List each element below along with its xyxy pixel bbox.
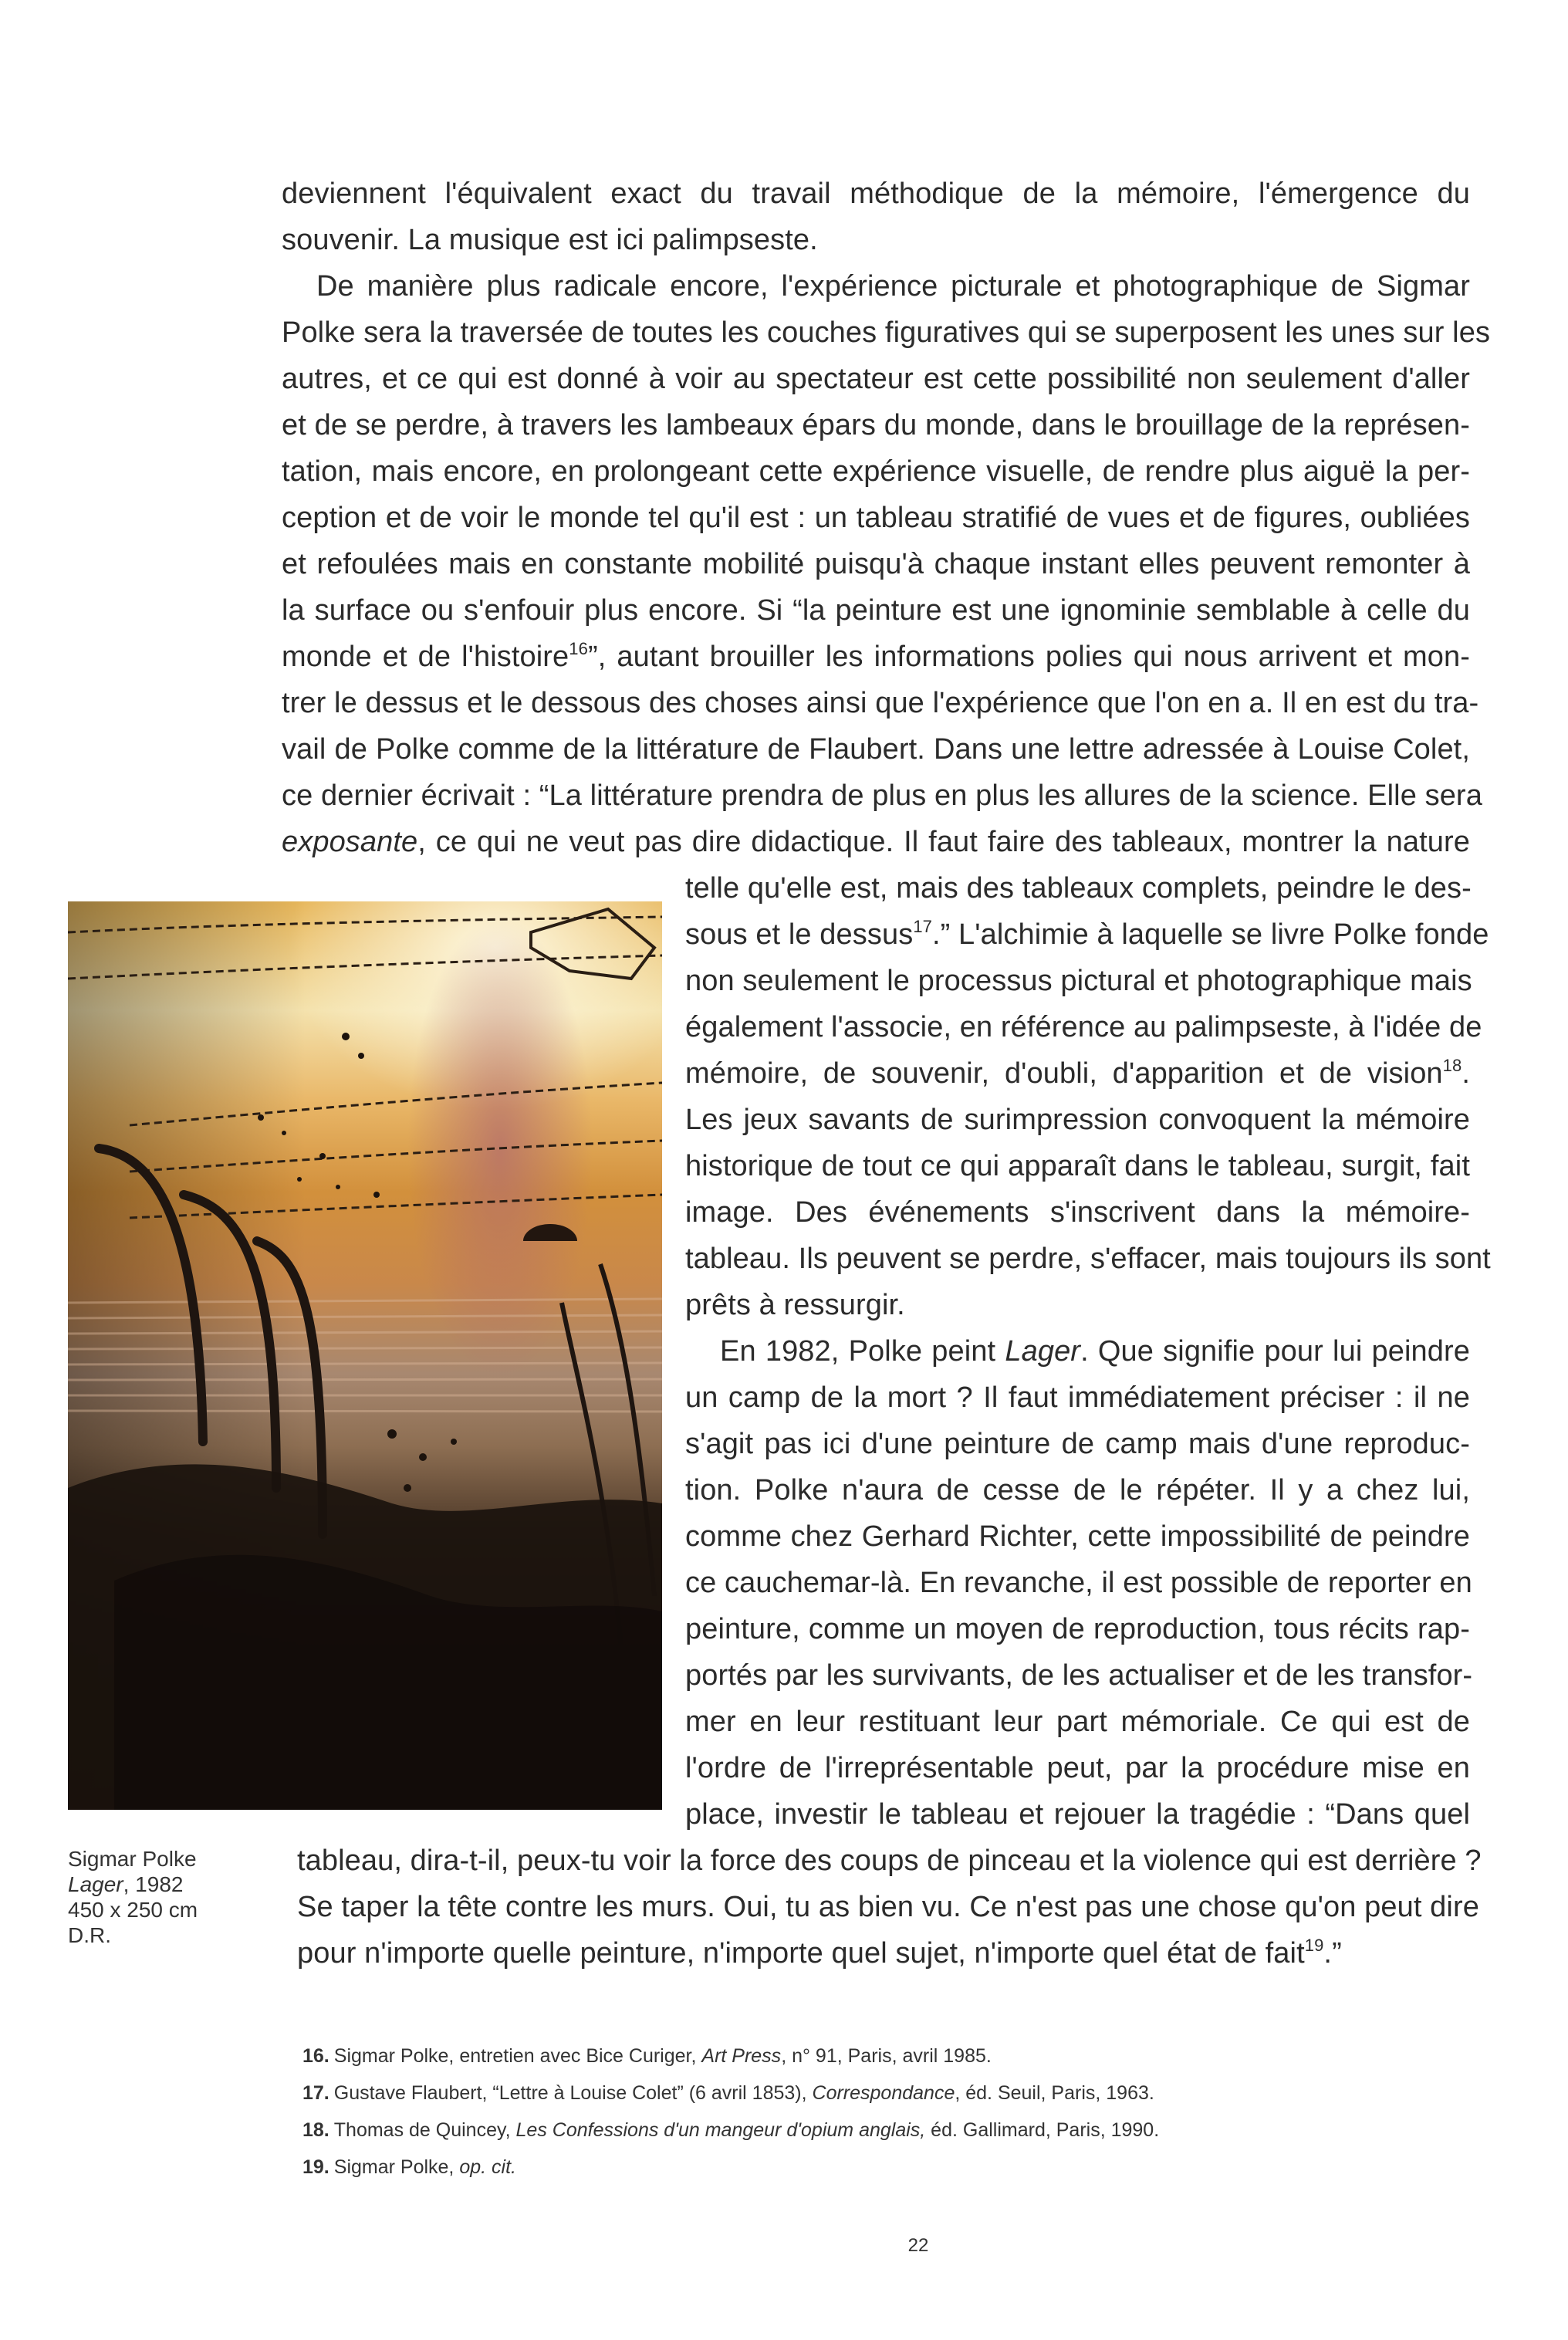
- body-line: souvenir. La musique est ici palimpseste.: [282, 224, 818, 256]
- caption-title-year: [68, 1872, 261, 1897]
- body-line: place, investir le tableau et rejouer la tragédie : “Dans quel: [685, 1798, 1470, 1831]
- body-line: un camp de la mort ? Il faut immédiatement préciser : il ne: [685, 1381, 1470, 1414]
- footnote-ref: 17: [913, 917, 932, 936]
- body-line: Se taper la tête contre les murs. Oui, tu as bien vu. Ce n'est pas une chose qu'on peut dire: [297, 1891, 1479, 1923]
- body-line: Les jeux savants de surimpression convoquent la mémoire: [685, 1104, 1470, 1136]
- caption-credit: D.R.: [68, 1923, 111, 1947]
- body-line: prêts à ressurgir.: [685, 1289, 905, 1321]
- body-line: également l'associe, en référence au palimpseste, à l'idée de: [685, 1011, 1482, 1043]
- body-line: s'agit pas ici d'une peinture de camp mais d'une reproduc-: [685, 1428, 1470, 1460]
- body-line: non seulement le processus pictural et photographique mais: [685, 965, 1472, 997]
- body-line: exposante, ce qui ne veut pas dire didactique. Il faut faire des tableaux, montrer la nature: [282, 826, 1470, 858]
- footnote-ref: 18: [1442, 1056, 1462, 1075]
- body-line: De manière plus radicale encore, l'expérience picturale et photographique de Sigmar: [316, 270, 1470, 303]
- footnote-ref: 16: [569, 639, 588, 658]
- body-line: autres, et ce qui est donné à voir au spectateur est cette possibilité non seulement d'aller: [282, 363, 1470, 395]
- body-line: Polke sera la traversée de toutes les couches figuratives qui se superposent les unes sur les: [282, 316, 1491, 349]
- caption-title: Lager: [68, 1872, 123, 1896]
- footnote: 18. Thomas de Quincey, Les Confessions d'un mangeur d'opium anglais, éd. Gallimard, Paris, 1990.: [302, 2119, 1160, 2141]
- body-line: monde et de l'histoire$^{16}$”, autant brouiller les informations polies qui nous arrivent et mon-: [282, 639, 1470, 673]
- body-line: peinture, comme un moyen de reproduction, tous récits rap-: [685, 1613, 1470, 1645]
- body-line: l'ordre de l'irreprésentable peut, par la procédure mise en: [685, 1752, 1470, 1784]
- body-line: ce dernier écrivait : “La littérature prendra de plus en plus les allures de la science. Elle sera: [282, 779, 1482, 812]
- body-line: vail de Polke comme de la littérature de Flaubert. Dans une lettre adressée à Louise Colet,: [282, 733, 1470, 766]
- body-line: et de se perdre, à travers les lambeaux épars du monde, dans le brouillage de la représen-: [282, 409, 1470, 441]
- body-line: historique de tout ce qui apparaît dans le tableau, surgit, fait: [685, 1150, 1470, 1182]
- body-line: ce cauchemar-là. En revanche, il est possible de reporter en: [685, 1567, 1472, 1599]
- body-line: tion. Polke n'aura de cesse de le répéter. Il y a chez lui,: [685, 1474, 1470, 1506]
- body-line: la surface ou s'enfouir plus encore. Si “la peinture est une ignominie semblable à celle du: [282, 594, 1470, 627]
- body-line: deviennent l'équivalent exact du travail méthodique de la mémoire, l'émergence du: [282, 178, 1470, 210]
- page-number: 22: [907, 2235, 929, 2256]
- body-line: tation, mais encore, en prolongeant cette expérience visuelle, de rendre plus aiguë la per-: [282, 455, 1470, 488]
- body-line: mémoire, de souvenir, d'oubli, d'apparition et de vision$^{18}$.: [685, 1056, 1470, 1090]
- body-line: tableau. Ils peuvent se perdre, s'effacer, mais toujours ils sont: [685, 1243, 1491, 1275]
- body-line: portés par les survivants, de les actualiser et de les transfor-: [685, 1659, 1473, 1692]
- body-line: trer le dessus et le dessous des choses ainsi que l'expérience que l'on en a. Il en est du tra-: [282, 687, 1479, 719]
- painting-title-inline: Lager: [1005, 1335, 1081, 1368]
- body-line: En 1982, Polke peint Lager. Que signifie pour lui peindre: [720, 1335, 1470, 1368]
- caption-year: , 1982: [123, 1872, 184, 1896]
- body-line: image. Des événements s'inscrivent dans la mémoire-: [685, 1196, 1470, 1229]
- footnote: 17. Gustave Flaubert, “Lettre à Louise Colet” (6 avril 1853), Correspondance, éd. Seuil, Paris, 1963.: [302, 2082, 1154, 2104]
- footnote-ref: 19: [1304, 1936, 1324, 1955]
- body-line: et refoulées mais en constante mobilité puisqu'à chaque instant elles peuvent remonter à: [282, 548, 1470, 580]
- footnote: 19. Sigmar Polke, op. cit.: [302, 2156, 516, 2178]
- painting-svg: [68, 901, 662, 1810]
- body-line: tableau, dira-t-il, peux-tu voir la force des coups de pinceau et la violence qui est derrière ?: [297, 1845, 1482, 1877]
- body-line: telle qu'elle est, mais des tableaux complets, peindre le des-: [685, 872, 1472, 905]
- body-line: comme chez Gerhard Richter, cette impossibilité de peindre: [685, 1520, 1470, 1553]
- body-line: pour n'importe quelle peinture, n'importe quel sujet, n'importe quel état de fait$^{19}$.”: [297, 1936, 1342, 1970]
- body-line: sous et le dessus$^{17}$.” L'alchimie à laquelle se livre Polke fonde: [685, 917, 1489, 951]
- figure-caption: [68, 1846, 261, 1948]
- body-line: ception et de voir le monde tel qu'il est : un tableau stratifié de vues et de figures, oubliées: [282, 502, 1470, 534]
- footnote: 16. Sigmar Polke, entretien avec Bice Curiger, Art Press, n° 91, Paris, avril 1985.: [302, 2045, 992, 2067]
- body-line: mer en leur restituant leur part mémoriale. Ce qui est de: [685, 1706, 1470, 1738]
- footnotes: [302, 2037, 1383, 2186]
- painting-lager-image: [68, 901, 662, 1810]
- caption-dimensions: 450 x 250 cm: [68, 1898, 198, 1922]
- caption-artist: Sigmar Polke: [68, 1847, 197, 1871]
